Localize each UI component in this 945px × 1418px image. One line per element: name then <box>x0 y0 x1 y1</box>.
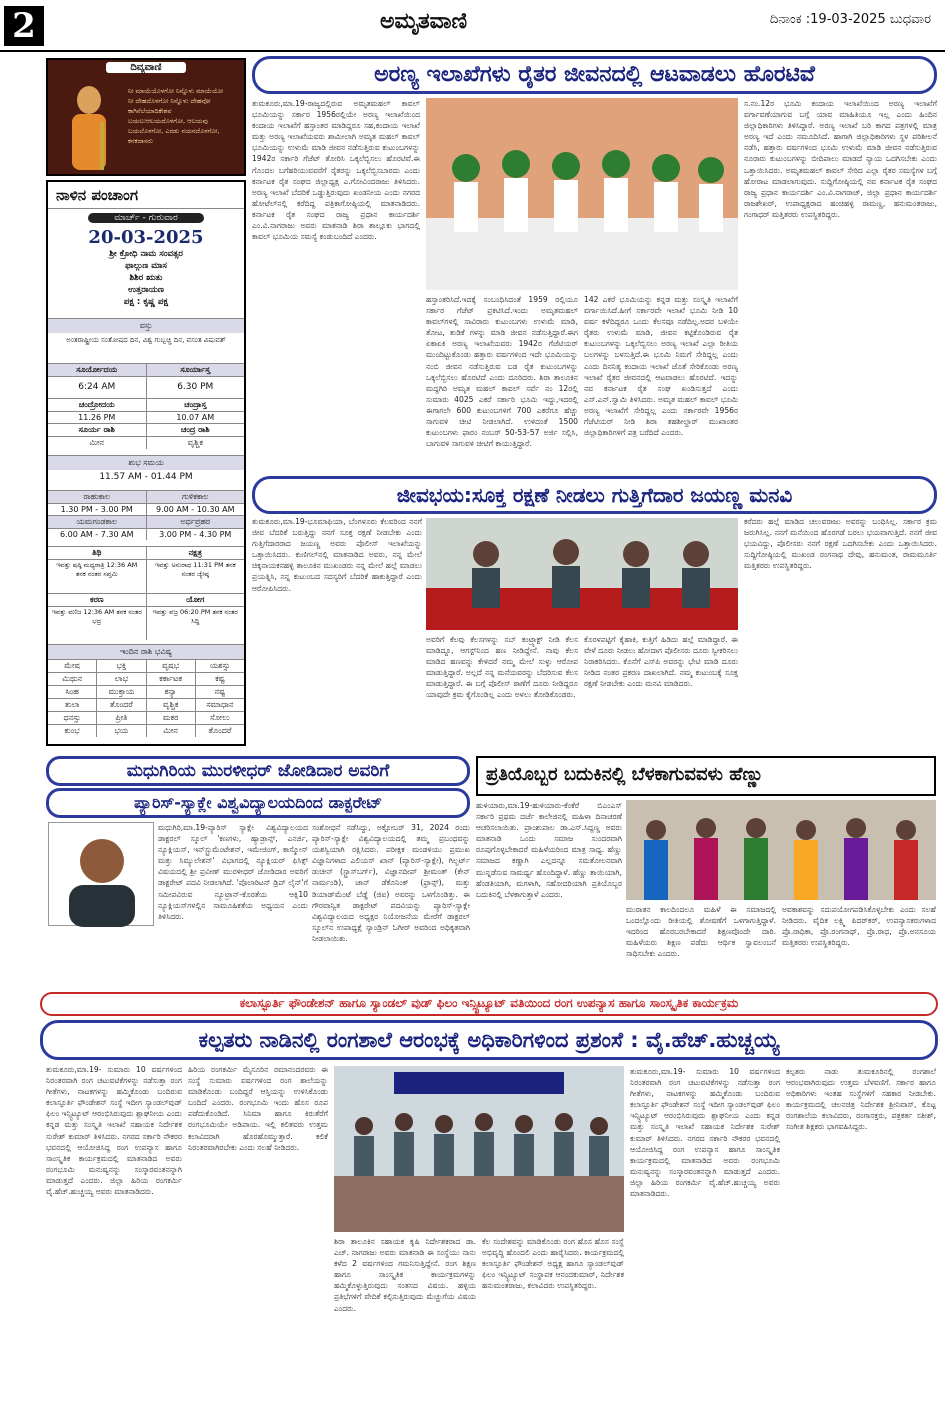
rashi-sign: ಧನಸ್ಸು <box>48 712 97 724</box>
chandra-rashi-label: ಚಂದ್ರ ರಾಶಿ <box>180 425 210 434</box>
story2-headline: ಜೀವಭಯ:ಸೂಕ್ತ ರಕ್ಷಣೆ ನೀಡಲು ಗುತ್ತಿಗೆದಾರ ಜಯಣ್ಣ ಮನವಿ <box>252 476 937 514</box>
story5-col2: ಹಿರಿಯ ರಂಗಕರ್ಮಿ ಮೈಸೂರಿನ ರಮಾನಂದರವರು ಈ ಸಂಸ್ಥೆ ಸುಮಾರು ವರ್ಷಗಳಿಂದ ರಂಗ ಶಾಲೆಯನ್ನು ಮಾಡಿಕೊಂಡು ಬಂದಿದ್ದರೆ ಆಸ್ತಿಯನ್ನು ಉಳಿಸಿಕೊಂಡು ಬಂದಿದೆ ಎಂದರು. ರಂಗಭೂಮಿ ಇಂದು ಹೊಸ ರೂಪ ಪಡೆದುಕೊಂಡಿದೆ. ಸಿನಿಮಾ ಹಾಗೂ ಕಿರುತೆರೆಗೆ ರಂಗಭೂಮಿಯೇ ಅಡಿಪಾಯ. ಇಲ್ಲಿ ಕಲಿತವರು ಉತ್ತಮ ಕಲಾವಿದರಾಗಿ ಹೊರಹೊಮ್ಮುತ್ತಾರೆ. ಕಲಿಕೆ ನಿರಂತರವಾಗಿರಬೇಕು ಎಂದು ಸಲಹೆ ನೀಡಿದರು. <box>188 1065 328 1152</box>
story1-photo <box>426 98 738 290</box>
karana-label: ಕರಣ <box>48 594 147 606</box>
tithi-label: ತಿಥಿ <box>48 547 147 559</box>
story3-headline-line1: ಮಧುಗಿರಿಯ ಮುರಳೀಧರ್ ಜೋಡಿದಾರ ಅವರಿಗೆ <box>46 756 470 786</box>
moonrise-label: ಚಂದ್ರೋದಯ <box>48 399 147 411</box>
surya-rashi-value: ಮೀನ <box>48 437 147 449</box>
divyavani-box <box>46 58 246 176</box>
rashi-sign: ಮಿಥುನ <box>48 673 97 685</box>
yoga-value: ಇವತ್ತು ವಜ್ರ 06:20 PM ತನಕ ನಂತರ ಸಿದ್ಧಿ <box>152 608 238 625</box>
rashi-sign: ವೃಷಭ <box>147 660 196 672</box>
ardha-label: ಅರ್ಧಪ್ರಹರ <box>180 517 211 526</box>
rashi-row <box>48 685 244 698</box>
story3-portrait <box>48 822 154 926</box>
story5-photo <box>334 1066 624 1232</box>
story4-col3: ಅವಕಾಶವನ್ನು ಸದುಪಯೋಗಪಡಿಸಿಕೊಳ್ಳಬೇಕು ಎಂದು ಸಲಹೆ ನೀಡಿದರು. ವೈದಿಕ ಲಕ್ಷ್ಮಿ ಪಿದರ್‌ಕರ್, ಉಪನ್ಯಾಸಕರುಗಳಾದ ಪ್ರೊ.ರಾಧಿಕಾ, ಪ್ರೊ.ರಂಗನಾಥ್, ಪ್ರೊ.ರಾಧ, ಪ್ರೊ.ಅನಸೂಯ ಮತ್ತಿತರರು ಉಪಸ್ಥಿತರಿದ್ದರು. <box>782 905 936 948</box>
rashi-row <box>48 724 244 737</box>
rashi-sign: ಮಕರ <box>147 712 196 724</box>
story5-col3: ಶಿರಾ ತಾಲೂಕಿನ ಸಹಾಯಕ ಕೃಷಿ ನಿರ್ದೇಶಕರಾದ ಡಾ. ಎಚ್. ನಾಗರಾಜು ಅವರು ಮಾತನಾಡಿ ಈ ಸಂಸ್ಥೆಯು ನಾನು ಕಳೆದ 2 ವರ್ಷಗಳಿಂದ ಗಮನಿಸುತ್ತಿದ್ದೇನೆ. ರಂಗ ಶಿಕ್ಷಣ ಹಾಗೂ ಸಾಂಸ್ಕೃತಿಕ ಕಾರ್ಯಕ್ರಮಗಳನ್ನು ಹಮ್ಮಿಕೊಳ್ಳುತ್ತಿರುವುದು ಸಂತಸದ ವಿಷಯ. ಹಳ್ಳಿಯ ಪ್ರತಿಭೆಗಳಿಗೆ ವೇದಿಕೆ ಕಲ್ಪಿಸುತ್ತಿರುವುದು ಮೆಚ್ಚುಗೆಯ ವಿಷಯ ಎಂದರು. <box>334 1237 476 1313</box>
ardha-value: 3.00 PM - 4.30 PM <box>159 530 232 539</box>
vastu-title: ವಸ್ತು <box>48 318 244 333</box>
rashi-sign: ಕುಂಭ <box>48 725 97 737</box>
saint-illustration <box>54 82 124 172</box>
samvatsara: ಶ್ರೀ ಕ್ರೋಧಿ ನಾಮ ಸಂವತ್ಸರ <box>109 249 183 259</box>
rashi-prediction: ಪ್ರೀತಿ <box>97 712 146 724</box>
guli-value: 9.00 AM - 10.30 AM <box>155 505 235 514</box>
rashi-title: ಇಂದಿನ ರಾಶಿ ಭವಿಷ್ಯ <box>48 644 244 659</box>
story2-col1: ತುಮಕೂರು,ಮಾ.19-ಭೂಮಾಫಿಯಾ, ಬೆಂಗಳೂರು ಕೆಲವರಿಂದ ನನಗೆ ಜೀವ ಬೆದರಿಕೆ ಬರುತ್ತಿದ್ದು ನನಗೆ ಸೂಕ್ತ ರಕ್ಷಣೆ ನೀಡಬೇಕು ಎಂದು ಗುತ್ತಿಗೆದಾರರಾದ ಜಯಣ್ಣ ಅವರು ಪೊಲೀಸ್ ಇಲಾಖೆಯನ್ನು ಒತ್ತಾಯಿಸಿದರು. ಕುಣಿಗಲ್‌ನಲ್ಲಿ ಮಾತನಾಡಿದ ಅವರು, ನನ್ನ ಮೇಲೆ ಚಿಕ್ಕನಾಯಕನಹಳ್ಳಿ ತಾಲೂಕಿನ ಮುಖಂಡರು ನನ್ನ ಮೇಲೆ ಹಲ್ಲೆ ಮಾಡಲು ಪ್ರಯತ್ನಿಸಿ, ನನ್ನ ಕುಟುಂಬದ ಸದಸ್ಯರಿಗೆ ಬೆದರಿಕೆ ಹಾಕುತ್ತಿದ್ದಾರೆ ಎಂದು ಆರೋಪಿಸಿದರು. <box>252 517 422 593</box>
story2-col3: ಕೊರಳಪಟ್ಟಿಗೆ ಕೈಹಾಕಿ, ಕುತ್ತಿಗೆ ಹಿಡಿದು ಹಲ್ಲೆ ಮಾಡಿದ್ದಾರೆ. ಈ ವೇಳೆ ದೂರು ನೀಡಲು ಹೋದಾಗ ಪೊಲೀಸರು ದೂರು ಸ್ವೀಕರಿಸಲು ನಿರಾಕರಿಸಿದರು. ಕೊನೆಗೆ ಎಸ್‌ಪಿ ಅವರನ್ನು ಭೇಟಿ ಮಾಡಿ ದೂರು ನೀಡಿದ ನಂತರ ಪ್ರಕರಣ ದಾಖಲಾಗಿದೆ. ನಮ್ಮ ಕುಟುಂಬಕ್ಕೆ ಸೂಕ್ತ ರಕ್ಷಣೆ ನೀಡಬೇಕು ಎಂದು ಮನವಿ ಮಾಡಿದರು. <box>584 635 738 689</box>
divyavani-quote: ನೀ ಮಾಯೆಯೊಳಗೋ ನಿನ್ನೊಳು ಮಾಯೆಯೋ ನೀ ದೇಹದೊಳಗೋ ನಿನ್ನೊಳು ದೇಹವೋ ಕಾಗಿನೆಲೆಯಾದಿಕೇಶವ ಬಯಲುಆಲಯದೊಳಗೋ, ಆಲಯವು ಬಯಲೊಳಗೋ, ಎರಡು ನಯನದೊಳಗೋ, ಕನಕದಾಸರು <box>128 87 224 145</box>
story1-col3: 142 ಎಕರೆ ಭೂಮಿಯನ್ನು ಕನ್ನಡ ಮತ್ತು ಸಂಸ್ಕೃತಿ ಇಲಾಖೆಗೆ ವರ್ಗಾಯಿಸಿದೆ.ಹೀಗೆ ಸರ್ಕಾರವೇ ಇಲಾಖೆ ಭೂಮಿ ನೀಡಿ 10 ವರ್ಷ ಕಳೆದಿದ್ದರೂ ಒಂದು ಕೆಲಸವೂ ನಡೆದಿಲ್ಲ.ಅದರ ಬಳಿಯೇ ರೈತರು ಉಳುಮೆ ಮಾಡಿ, ಜೀವನ ಕಟ್ಟಿಕೊಂಡಿರುವ ರೈತ ಕುಟುಂಬಗಳನ್ನು ಒಕ್ಕಲೆಬ್ಬಿಸಲು ಅರಣ್ಯ ಇಲಾಖೆ ಎಲ್ಲಾ ರೀತಿಯ ಬಲಗಳನ್ನು ಬಳಸುತ್ತಿದೆ.ಈ ಭೂಮಿ ನಿಮಗೆ ಸೇರಿದ್ದಲ್ಲ ಎಂದು ಎಂದು ದಿನನಿತ್ಯ ಕಂದಾಯ ಇಲಾಖೆ ಜೊತೆ ಸೇರಿಕೊಂಡು ಅರಣ್ಯ ಇಲಾಖೆ ರೈತರ ಜೀವನದಲ್ಲಿ ಆಟವಾಡಲು ಹೊರಟಿದೆ. ಇದನ್ನು ನವ ಕರ್ನಾಟಕ ರೈತ ಸಂಘ ಖಂಡಿಸುತ್ತದೆ ಎಂದು ಎಸ್.ಎನ್.ಸ್ವಾಮಿ ತಿಳಿಸಿದರು. ಅಮೃತ ಮಹಲ್ ಕಾವಲ್ ಭೂಮಿ ಅರಣ್ಯ ಇಲಾಖೆಗೆ ಸೇರಿದ್ದಲ್ಲ ಎಂದು ಸರ್ಕಾರವೇ 1956ರ ಗೆಜೆಟಿಯರ್ ನೀಡಿ ಶಿರಾ ತಹಶೀಲ್ದಾರ್ ಮುಖಾಂತರ ಜಿಲ್ಲಾಧಿಕಾರಿಗಳಿಗೆ ಪತ್ರ ಬರೆದಿದೆ ಎಂದರು. <box>584 295 738 438</box>
chandra-rashi-value: ವೃಶ್ಚಿಕ <box>187 438 203 447</box>
rashi-prediction: ಮುಕ್ತಾಯ <box>97 686 146 698</box>
sunrise-label: ಸೂರ್ಯೋದಯ <box>48 364 147 376</box>
story4-headline: ಪ್ರತಿಯೊಬ್ಬರ ಬದುಕಿನಲ್ಲಿ ಬೆಳಕಾಗುವವಳು ಹೆಣ್ಣು <box>476 756 936 796</box>
rashi-sign: ಕನ್ಯಾ <box>147 686 196 698</box>
yama-value: 6.00 AM - 7.30 AM <box>48 529 147 540</box>
sunset-label: ಸೂರ್ಯಾಸ್ತ <box>180 365 211 374</box>
panchanga-box <box>46 180 246 746</box>
yoga-label: ಯೋಗ <box>186 595 205 604</box>
moonset-label: ಚಂದ್ರಾಸ್ತ <box>184 400 207 409</box>
story5-headline: ಕಲ್ಪತರು ನಾಡಿನಲ್ಲಿ ರಂಗಶಾಲೆ ಆರಂಭಕ್ಕೆ ಅಧಿಕಾರಿಗಳಿಂದ ಪ್ರಶಂಸೆ : ವೈ.ಹೆಚ್.ಹುಚ್ಚಯ್ಯ <box>40 1020 938 1060</box>
nakshatra-label: ನಕ್ಷತ್ರ <box>188 548 202 557</box>
story5-col5: ತುಮಕೂರು,ಮಾ.19- ಸುಮಾರು 10 ವರ್ಷಗಳಿಂದ ನಿರಂತರವಾಗಿ ರಂಗ ಚಟುವಟಿಕೆಗಳನ್ನು ನಡೆಸುತ್ತಾ ರಂಗ ಗೀತೆಗಳು, ನಾಟಕಗಳನ್ನು ಹಮ್ಮಿಕೊಂಡು ಬಂದಿರುವ ಕಲಾಸ್ಫೂರ್ತಿ ಫೌಂಡೇಶನ್ ಸಂಸ್ಥೆ ಇದೀಗ ಸ್ಯಾಂಡಲ್‌ವುಡ್ ಫಿಲಂ ಇನ್ಸ್ಟಿಟ್ಯೂಟ್ ಆರಂಭಿಸಿರುವುದು ಶ್ಲಾಘನೀಯ ಎಂದು ಕನ್ನಡ ಮತ್ತು ಸಂಸ್ಕೃತಿ ಇಲಾಖೆ ಸಹಾಯಕ ನಿರ್ದೇಶಕ ಸುರೇಶ್ ಕುಮಾರ್ ತಿಳಿಸಿದರು. ನಗರದ ಸರ್ಕಾರಿ ನೌಕರರ ಭವನದಲ್ಲಿ ಆಯೋಜಿಸಿದ್ದ ರಂಗ ಉಪನ್ಯಾಸ ಹಾಗೂ ಸಾಂಸ್ಕೃತಿಕ ಕಾರ್ಯಕ್ರಮದಲ್ಲಿ ಮಾತನಾಡಿದ ಅವರು ರಂಗಭೂಮಿ ಮನುಷ್ಯನನ್ನು ಸಂಸ್ಕಾರವಂತನನ್ನಾಗಿ ಮಾಡುತ್ತದೆ ಎಂದರು. ಜಿಲ್ಲಾ ಹಿರಿಯ ರಂಗಕರ್ಮಿ ವೈ.ಹೆಚ್.ಹುಚ್ಚಯ್ಯ ಅವರು ಮಾತನಾಡಿದರು. <box>630 1067 780 1199</box>
surya-rashi-label: ಸೂರ್ಯ ರಾಶಿ <box>48 424 147 436</box>
sunset-value: 6.30 PM <box>177 382 214 392</box>
rashi-prediction: ನಷ್ಟ <box>214 687 226 696</box>
rashi-prediction: ಭಯ <box>97 725 146 737</box>
story1-col1: ತುಮಕೂರು,ಮಾ.19-ರಾಜ್ಯದಲ್ಲಿರುವ ಅಮೃತಮಹಲ್ ಕಾವಲ್ ಭೂಮಿಯನ್ನು ಸರ್ಕಾರ 1956ರಲ್ಲಿಯೇ ಅರಣ್ಯ ಇಲಾಖೆಯಿಂದ ಕಂದಾಯ ಇಲಾಖೆಗೆ ಹಸ್ತಾಂತರ ಮಾಡಿದ್ದರೂ ಸಹ,ಕಂದಾಯ ಇಲಾಖೆ ಮತ್ತು ಅರಣ್ಯ ಇಲಾಖೆಯವರು ಶಾಮೀಲಾಗಿ ಅಮೃತ ಮಹಲ್ ಕಾವಲ್ ಭೂಮಿಯನ್ನು ಉಳುಮೆ ಮಾಡಿ ಜೀವನ ನಡೆಸುತ್ತಿರುವ ಕುಟುಂಬಗಳನ್ನು 1942ರ ಸರ್ಕಾರಿ ಗೆಜೆಟ್ ತೋರಿಸಿ ಒಕ್ಕಲೆಬ್ಬಿಸಲು ಹೊರಟಿವೆ.ಈ ಗೊಂದಲ ಬಗೆಹರಿಯುವವರೆಗೆ ರೈತರನ್ನು ಒಕ್ಕಲೆಬ್ಬಿಸಬಾರದು ಎಂದು ಕರ್ನಾಟಕ ರೈತ ಸಂಘದ ಜಿಲ್ಲಾಧ್ಯಕ್ಷ ಎ.ಗೋವಿಂದರಾಜು ತಿಳಿಸಿದರು. ಅರಣ್ಯ ಇಲಾಖೆ ಬೆದರಿಕೆ ಒಡ್ಡುತ್ತಿರುವುದು ಖಂಡನೀಯ ಎಂದು ನಗರದ ಹೋಟೆಲ್‌ನಲ್ಲಿ ಕರೆದಿದ್ದ ಪತ್ರಿಕಾಗೋಷ್ಠಿಯಲ್ಲಿ ಮಾತನಾಡಿದರು. ಕರ್ನಾಟಕ ರೈತ ಸಂಘದ ರಾಜ್ಯ ಪ್ರಧಾನ ಕಾರ್ಯದರ್ಶಿ ಎಂ.ವಿ.ನಾಗರಾಜು ಅವರು ಮಾತನಾಡಿ ಶಿರಾ ತಾಲ್ಲೂಕು ಭಾಗದಲ್ಲಿ ಕಾವಲ್ ಭೂಮಿಯ ಸಮಸ್ಯೆ ಕಂಡುಬಂದಿದೆ ಎಂದರು. <box>252 99 420 242</box>
page-number: 2 <box>4 6 44 46</box>
ayana: ಉತ್ತರಾಯಣ <box>128 285 164 295</box>
rashi-sign: ತುಲಾ <box>48 699 97 711</box>
story4-photo <box>626 800 936 900</box>
guli-label: ಗುಳಿಕಕಾಲ <box>182 492 209 501</box>
nakshatra-value: ಇವತ್ತು ಅನುರಾಧ 11:31 PM ತನಕ ನಂತರ ಜ್ಯೇಷ್ಠ <box>154 561 236 578</box>
rahu-label: ರಾಹುಕಾಲ <box>48 491 147 503</box>
divyavani-title: ದಿವ್ಯವಾಣಿ <box>106 62 186 73</box>
story2-col2: ಅವರಿಗೆ ಕೆಲವು ಕೆಲಸಗಳನ್ನು ಸಬ್ ಕಂಟ್ರ್ಯಾಕ್ಟ್ ನೀಡಿ ಕೆಲಸ ಮಾಡಿದ್ದೂ, ಆಗಸ್ಟ್‌ನಿಂದ ಹಣ ನೀಡಿದ್ದೇನೆ. ನಾವು ಕೆಲಸ ಮಾಡಿದ ಹಣವನ್ನು ಕೇಳಿದರೆ ನಮ್ಮ ಮೇಲೆ ಸುಳ್ಳು ಆರೋಪ ಮಾಡುತ್ತಿದ್ದಾರೆ. ಅಲ್ಲದೆ ನನ್ನ ಮನೆಯವರನ್ನು ಬೆದರಿಸುವ ಕೆಲಸ ಮಾಡುತ್ತಿದ್ದಾರೆ. ಈ ಬಗ್ಗೆ ಪೊಲೀಸ್ ಠಾಣೆಗೆ ದೂರು ನೀಡಿದ್ದರೂ ಯಾವುದೇ ಕ್ರಮ ಕೈಗೊಂಡಿಲ್ಲ ಎಂದು ಅಳಲು ತೋಡಿಕೊಂಡರು. <box>426 635 578 700</box>
rahu-value: 1.30 PM - 3.00 PM <box>48 504 147 515</box>
rashi-prediction: ಯಶಸ್ಸು <box>209 661 231 670</box>
rashi-row <box>48 672 244 685</box>
story5-col1: ತುಮಕೂರು,ಮಾ.19- ಸುಮಾರು 10 ವರ್ಷಗಳಿಂದ ನಿರಂತರವಾಗಿ ರಂಗ ಚಟುವಟಿಕೆಗಳನ್ನು ನಡೆಸುತ್ತಾ ರಂಗ ಗೀತೆಗಳು, ನಾಟಕಗಳನ್ನು ಹಮ್ಮಿಕೊಂಡು ಬಂದಿರುವ ಕಲಾಸ್ಫೂರ್ತಿ ಫೌಂಡೇಶನ್ ಸಂಸ್ಥೆ ಇದೀಗ ಸ್ಯಾಂಡಲ್‌ವುಡ್ ಫಿಲಂ ಇನ್ಸ್ಟಿಟ್ಯೂಟ್ ಆರಂಭಿಸಿರುವುದು ಶ್ಲಾಘನೀಯ ಎಂದು ಕನ್ನಡ ಮತ್ತು ಸಂಸ್ಕೃತಿ ಇಲಾಖೆ ಸಹಾಯಕ ನಿರ್ದೇಶಕ ಸುರೇಶ್ ಕುಮಾರ್ ತಿಳಿಸಿದರು. ನಗರದ ಸರ್ಕಾರಿ ನೌಕರರ ಭವನದಲ್ಲಿ ಆಯೋಜಿಸಿದ್ದ ರಂಗ ಉಪನ್ಯಾಸ ಹಾಗೂ ಸಾಂಸ್ಕೃತಿಕ ಕಾರ್ಯಕ್ರಮದಲ್ಲಿ ಮಾತನಾಡಿದ ಅವರು ರಂಗಭೂಮಿ ಮನುಷ್ಯನನ್ನು ಸಂಸ್ಕಾರವಂತನನ್ನಾಗಿ ಮಾಡುತ್ತದೆ ಎಂದರು. ಜಿಲ್ಲಾ ಹಿರಿಯ ರಂಗಕರ್ಮಿ ವೈ.ಹೆಚ್.ಹುಚ್ಚಯ್ಯ ಅವರು ಮಾತನಾಡಿದರು. <box>46 1065 182 1197</box>
story2-photo <box>426 518 738 630</box>
story1-headline: ಅರಣ್ಯ ಇಲಾಖೆಗಳು ರೈತರ ಜೀವನದಲ್ಲಿ ಆಟವಾಡಲು ಹೊರಟಿವೆ <box>252 56 937 94</box>
story2-col4: ಕರೆದರು ಹಲ್ಲೆ ಮಾಡಿದ ಚಲುವರಾಜು ಅವರನ್ನು ಬಂಧಿಸಿಲ್ಲ. ಸರ್ಕಾರ ಕ್ರಮ ಜರುಗಿಸಿಲ್ಲ. ನನಗೆ ಮನೆಯಿಂದ ಹೊರಗಡೆ ಬರಲು ಭಯವಾಗುತ್ತಿದೆ. ನನಗೆ ಜೀವ ಭಯವಿದ್ದು, ಪೊಲೀಸರು ನನಗೆ ರಕ್ಷಣೆ ಒದಗಿಸಬೇಕು ಎಂದು ಒತ್ತಾಯಿಸಿದರು. ಸುದ್ದಿಗೋಷ್ಠಿಯಲ್ಲಿ ಮುಖಂಡ ರಂಗನಾಥ ದೇವು, ಹನುಮಂತ, ರಾಮಮೂರ್ತಿ ಮತ್ತಿತರರು ಉಪಸ್ಥಿತರಿದ್ದರು. <box>744 517 937 571</box>
panchanga-title: ನಾಳಿನ ಪಂಚಾಂಗ <box>48 182 244 209</box>
rashi-sign: ಕರ್ಕಾಟಕ <box>147 673 196 685</box>
rashi-sign: ವೃಶ್ಚಿಕ <box>147 699 196 711</box>
vastu-text: ಅಂತರಾಷ್ಟ್ರೀಯ ಸಂತೋಷದ ದಿನ, ವಿಶ್ವ ಗುಬ್ಬಚ್ಚಿ ದಿನ, ವಸಂತ ವಿಷುವತ್ <box>66 336 226 344</box>
rashi-prediction: ಸಮಾಧಾನ <box>206 700 234 709</box>
rashi-prediction: ಭಕ್ತಿ <box>97 660 146 672</box>
rashi-sign: ಸಿಂಹ <box>48 686 97 698</box>
story5-col6: ಕಲ್ಪತರು ನಾಡು ತುಮಕೂರಿನಲ್ಲಿ ರಂಗಶಾಲೆ ಆರಂಭವಾಗಿರುವುದು ಉತ್ತಮ ಬೆಳವಣಿಗೆ. ಸರ್ಕಾರ ಹಾಗೂ ಅಧಿಕಾರಿಗಳು ಇಂತಹ ಸಂಸ್ಥೆಗಳಿಗೆ ಸಹಕಾರ ನೀಡಬೇಕು. ಕಾರ್ಯಕ್ರಮದಲ್ಲಿ ಚಲನಚಿತ್ರ ನಿರ್ದೇಶಕ ಶ್ರೀನಿವಾಸ್, ಕೊಟ್ಟ ರಂಗಶಾಲೆಯ ಕಲಾವಿದರು, ರಂಗಾಸಕ್ತರು, ಪತ್ರಕರ್ತ ಸತೀಶ್, ಸಂಗೀತ ಶಿಕ್ಷಕರು ಭಾಗವಹಿಸಿದ್ದರು. <box>786 1067 936 1132</box>
ritu: ಶಿಶಿರ ಋತು <box>129 273 163 283</box>
masa: ಫಾಲ್ಗುಣ ಮಾಸ <box>125 261 167 271</box>
story3-col1: ಮಧುಗಿರಿ,ಮಾ.19-ಪ್ಯಾರಿಸ್ ಸ್ಯಾಕ್ಲೇ ವಿಶ್ವವಿದ್ಯಾಲಯದ ಡಾಕ್ಟರಲ್ ಸ್ಕೂಲ್ 'ಕಣಗಳು, ಹ್ಯಾಡ್ರಾನ್ಸ್, ಎನರ್ಜಿ, ನ್ಯೂಕ್ಲಿಯಸ್, ಇನ್‌ಸ್ಟ್ರುಮೆಂಟೇಶನ್, ಇಮೇಜಿಂಗ್, ಕಾಸ್ಮೋಸ್ ಮತ್ತು ಸಿಮ್ಯುಲೇಶನ್' ವಿಭಾಗದಲ್ಲಿ ನ್ಯೂಕ್ಲಿಯರ್ ಫಿಸಿಕ್ಸ್ ವಿಷಯದಲ್ಲಿ ಶ್ರೀ ಪ್ರವೀಣ್ ಮುರಳೀಧರ್ ಜೋಡಿದಾರ ಅವರಿಗೆ ಡಾಕ್ಟರೇಟ್ ಪದವಿ ನೀಡಲಾಗಿದೆ. 'ಪೊಲಾರಿಟನ್ ಡ್ರಿಪ್ ಲೈನ್'ಗೆ ಸಮೀಪವಿರುವ ನ್ಯೂಟ್ರಾನ್-ಕೊರತೆಯ ಆಕ್ಸಿ10 ನ್ಯೂಕ್ಲಿಯಸ್‌ಗಳಲ್ಲಿನ ಸಾಮೂಹಿಕತೆಯ ಅಧ್ಯಯನ ಎಂದು ತಿಳಿಸಿದರು. <box>158 823 308 921</box>
rashi-grid <box>48 659 244 737</box>
moonset-value: 10.07 AM <box>176 413 215 422</box>
rashi-sign: ಮೀನ <box>147 725 196 737</box>
story3-headline-line2: ಪ್ಯಾರಿಸ್-ಸ್ಯಾಕ್ಲೇ ವಿಶ್ವವಿದ್ಯಾಲಯದಿಂದ ಡಾಕ್ಟರೇಟ್ <box>46 788 470 818</box>
rashi-row <box>48 659 244 672</box>
shubha-label: ಶುಭ ಸಮಯ <box>48 455 244 470</box>
rashi-prediction: ಸೋಲು <box>210 713 230 722</box>
rashi-sign: ಮೇಷ <box>48 660 97 672</box>
sunrise-value: 6:24 AM <box>48 377 147 398</box>
story4-col2: ಮುರಾತನ ಕಾಲದಿಂದಲೂ ಮಹಿಳೆ ಈ ಸಮಾಜದಲ್ಲಿ ಒಂದಲ್ಲೊಂದು ರೀತಿಯಲ್ಲಿ ಶೋಷಣೆಗೆ ಒಳಗಾಗುತ್ತಿದ್ದಾಳೆ. ಇದರಿಂದ ಹೊರಬರಬೇಕಾದರೆ ಶಿಕ್ಷಣವೊಂದೇ ದಾರಿ. ಮಹಿಳೆಯರು ಶಿಕ್ಷಣ ಪಡೆದು ಆರ್ಥಿಕ ಸ್ವಾವಲಂಬನೆ ಸಾಧಿಸಬೇಕು ಎಂದರು. <box>626 905 776 959</box>
story5-banner: ಕಲಾಸ್ಫೂರ್ತಿ ಫೌಂಡೇಶನ್ ಹಾಗೂ ಸ್ಯಾಂಡಲ್ ವುಡ್ ಫಿಲಂ ಇನ್ಸ್ಟಿಟ್ಯೂಟ್ ವತಿಯಿಂದ ರಂಗ ಉಪನ್ಯಾಸ ಹಾಗೂ ಸಾಂಸ್ಕೃತಿಕ ಕಾರ್ಯಕ್ರಮ <box>40 992 938 1016</box>
rashi-prediction: ತೊಂದರೆ <box>97 699 146 711</box>
paksha: ಪಕ್ಷ : ಕೃಷ್ಣ ಪಕ್ಷ <box>123 297 169 307</box>
rashi-row <box>48 711 244 724</box>
masthead: ಅಮೃತವಾಣಿ <box>380 8 468 34</box>
rashi-row <box>48 698 244 711</box>
rashi-prediction: ಕಷ್ಟ <box>215 674 225 683</box>
panchanga-date: 20-03-2025 <box>88 227 204 248</box>
story4-col1: ಹುಳಿಯಾರು,ಮಾ.19-ಹುಳಿಯಾರು-ಕೆಂಕೆರೆ ಬಿಎಂಎಸ್ ಸರ್ಕಾರಿ ಪ್ರಥಮ ದರ್ಜೆ ಕಾಲೇಜಿನಲ್ಲಿ ಮಹಿಳಾ ದಿನಾಚರಣೆ ಆಚರಿಸಲಾಯಿತು. ಪ್ರಾಂಶುಪಾಲ ಡಾ.ಎಸ್.ಸಿದ್ದಣ್ಣ ಅವರು ಮಾತನಾಡಿ ಒಂದು ಸಮಾಜ ಸುಂದರವಾಗಿ ರೂಪುಗೊಳ್ಳಬೇಕಾದರೆ ಮಹಿಳೆಯರಿಂದ ಮಾತ್ರ ಸಾಧ್ಯ. ಹೆಣ್ಣು ಸಮಾಜದ ಕಣ್ಣಾಗಿ ಎಲ್ಲದನ್ನೂ ಸಮತೋಲನವಾಗಿ ಮುನ್ನಡೆಸುವ ಸಾಮರ್ಥ್ಯ ಹೊಂದಿದ್ದಾಳೆ. ಹೆಣ್ಣು ತಾಯಿಯಾಗಿ, ಹೆಂಡತಿಯಾಗಿ, ಮಗಳಾಗಿ, ಸಹೋದರಿಯಾಗಿ ಪ್ರತಿಯೊಬ್ಬರ ಬದುಕಿನಲ್ಲಿ ಬೆಳಕಾಗುತ್ತಾಳೆ ಎಂದರು. <box>476 801 622 899</box>
rashi-prediction: ತೊಂದರೆ <box>208 726 232 735</box>
tithi-value: ಇವತ್ತು ಷಷ್ಠಿ ಮಧ್ಯರಾತ್ರಿ 12:36 AM ತನಕ ನಂತರ ಸಪ್ತಮಿ <box>48 560 147 593</box>
panchanga-month: ಮಾರ್ಚ್ - ಗುರುವಾರ <box>88 213 204 223</box>
moonrise-value: 11.26 PM <box>48 412 147 423</box>
shubha-value: 11.57 AM - 01.44 PM <box>99 472 193 482</box>
story3-col2: ಸಂಶೋಧನೆ ನಡೆಸಿದ್ದು, ಅಕ್ಟೋಬರ್ 31, 2024 ರಂದು ಪ್ಯಾರಿಸ್-ಸ್ಯಾಕ್ಲೇ ವಿಶ್ವವಿದ್ಯಾಲಯದಲ್ಲಿ ತಮ್ಮ ಪ್ರಬಂಧವನ್ನು ಯಶಸ್ವಿಯಾಗಿ ರಕ್ಷಿಸಿದರು. ಪರೀಕ್ಷಕ ಮಂಡಳಿಯು ಪ್ರಮುಖ ವಿಜ್ಞಾನಿಗಳಾದ ಎಲಿಯಸ್ ಖಾನ್ (ಪ್ಯಾರಿಸ್-ಸ್ಯಾಕ್ಲೇ), ಗಿಲ್ಬರ್ಟ್ ಡುಚೀನ್ (ಸ್ಟ್ರಾಸ್‌ಬರ್ಗ್), ವಿಜ್ಞಾನದೀಪ್ ಶ್ರೀಮಂತ್ (ಕೇನ್ ನಾರ್ಮಂಡಿ), ಜಾನ್ ಡೆಕೊನಿಂಕ್ (ಫ್ರಾನ್ಸ್), ಮತ್ತು ಡಿಯಾಡ್‌ಮೆಂಟೆ ಬೆಡ್ಡೆ (ಜಿಐ) ಅವರನ್ನು ಒಳಗೊಂಡಿತ್ತು. ಈ ಗೌರವಾನ್ವಿತ ಡಾಕ್ಟರೇಟ್ ಪದವಿಯನ್ನು ಪ್ಯಾರಿಸ್-ಸ್ಯಾಕ್ಲೇ ವಿಶ್ವವಿದ್ಯಾಲಯದ ಅಧ್ಯಕ್ಷರ ನಿಯೋಜನೆಯ ಮೇರೆಗೆ ಡಾಕ್ಟರಲ್ ಸ್ಕೂಲ್‌ನ ಉಪಾಧ್ಯಕ್ಷೆ ಸ್ಯಾಂಡ್ರಿನ್ ಓಗೀರ್ ಅವರಿಂದ ಅಧಿಕೃತವಾಗಿ ನೀಡಲಾಯಿತು. <box>312 823 470 943</box>
issue-date: ದಿನಾಂಕ :19-03-2025 ಬುಧವಾರ <box>769 12 931 27</box>
story1-col4: ಸ.ನಂ.12ರ ಭೂಮಿ ಕಂದಾಯ ಇಲಾಖೆಯಿಂದ ಅರಣ್ಯ ಇಲಾಖೆಗೆ ವರ್ಗಾವಣೆಯಾಗುವ ಬಗ್ಗೆ ಯಾವ ಮಾಹಿತಿಯೂ ಇಲ್ಲ ಎಂದು ಹಿಂದಿನ ಜಿಲ್ಲಾಧಿಕಾರಿಗಳು ತಿಳಿಸಿದ್ದಾರೆ. ಅರಣ್ಯ ಇಲಾಖೆ ಬರಿ ಕಾಗದ ಪತ್ರಗಳಲ್ಲಿ ಮಾತ್ರ ಅರಣ್ಯ ಇದೆ ಎಂದು ನಮೂದಿಸಿದೆ. ಹಾಗಾಗಿ ಜಿಲ್ಲಾಧಿಕಾರಿಗಳು ಸ್ಥಳ ಪರಿಶೀಲನೆ ನಡೆಸಿ, ಹತ್ತಾರು ವರ್ಷಗಳಿಂದ ಭೂಮಿ ಉಳುಮೆ ಮಾಡಿ ಜೀವನ ನಡೆಸುತ್ತಿರುವ ನೂರಾರು ಕುಟುಂಬಗಳನ್ನು ಬೀದಿಪಾಲು ಮಾಡದೆ ನ್ಯಾಯ ಒದಗಿಸಬೇಕು ಎಂದು ಒತ್ತಾಯಿಸಿದರು. ಅಮೃತಮಹಲ್ ಕಾವಲ್ ಸೇರಿದ ಎಲ್ಲಾ ರೈತರ ಸಮಸ್ಯೆಗಳ ಬಗ್ಗೆ ಹೋರಾಟ ಮಾಡಲಾಗುವುದು. ಸುದ್ದಿಗೋಷ್ಠಿಯಲ್ಲಿ ನವ ಕರ್ನಾಟಕ ರೈತ ಸಂಘದ ರಾಜ್ಯ ಪ್ರಧಾನ ಕಾರ್ಯದರ್ಶಿ ಎಂ.ವಿ.ನಾಗರಾಜ್, ಜಿಲ್ಲಾ ಪ್ರಧಾನ ಕಾರ್ಯದರ್ಶಿ ರಾಜಶೇಖರ್, ಉಪಾಧ್ಯಕ್ಷರಾದ ಹಂಚಿಹಳ್ಳಿ ರಾಮಣ್ಣ, ಹನುಮಂತರಾಜು, ಗಂಗಾಧರ್ ಮತ್ತಿತರರು ಉಪಸ್ಥಿತರಿದ್ದರು. <box>744 99 937 219</box>
story5-col4: ಕೆಲ ಸಂದೇಶವನ್ನು ಮಾಡಿಕೊಂಡು ರಂಗ ಹೊಸ ಹೊಸ ಸಂಸ್ಥೆ ಅಭಿವೃದ್ಧಿ ಹೊಂದಲಿ ಎಂದು ಹಾರೈಸಿದರು. ಕಾರ್ಯಕ್ರಮದಲ್ಲಿ ಕಲಾಸ್ಫೂರ್ತಿ ಫೌಂಡೇಶನ್ ಅಧ್ಯಕ್ಷ ಹಾಗೂ ಸ್ಯಾಂಡಲ್‌ವುಡ್ ಫಿಲಂ ಇನ್ಸ್ಟಿಟ್ಯೂಟ್ ಸಂಸ್ಥಾಪಕ ಆನಂದಕುಮಾರ್, ನಿರ್ದೇಶಕ ಹನುಮಂತರಾಜು, ಕಲಾವಿದರು ಉಪಸ್ಥಿತರಿದ್ದರು. <box>482 1237 624 1291</box>
yama-label: ಯಮಗಂಡಕಾಲ <box>48 516 147 528</box>
story1-col2: ಹಸ್ತಾಂತರಿಸಿದೆ.ಇದಕ್ಕೆ ಸಂಬಂಧಿಸಿದಂತೆ 1959 ರಲ್ಲಿಯೂ ಸರ್ಕಾರ ಗೆಜೆಟ್ ಪ್ರಕಟಿಸಿದೆ.ಇಂದು ಅಮೃತಮಹಲ್ ಕಾವಲ್‌ಗಳಲ್ಲಿ ಸಾವಿರಾರು ಕುಟುಂಬಗಳು ಉಳುಮೆ ಮಾಡಿ, ತೋಟ, ತುಡಿಕೆ ಗಳನ್ನು ಮಾಡಿ ಜೀವನ ನಡೆಸುತ್ತಿದ್ದಾರೆ.ಈಗ ಏಕಾಏಕಿ ಅರಣ್ಯ ಇಲಾಖೆಯವರು 1942ರ ಗೆಜೆಟಿಯರ್ ಮುಂದಿಟ್ಟುಕೊಂಡು ಹತ್ತಾರು ವರ್ಷಗಳಿಂದ ಇದೇ ಭೂಮಿಯನ್ನು ನಂಬಿ ಜೀವನ ನಡೆಸುತ್ತಿರುವ ಬಡ ರೈತ ಕುಟುಂಬಗಳನ್ನು ಒಕ್ಕಲೆಬ್ಬಿಸಲು ಹೊರಟಿದೆ ಎಂದು ದೂರಿದರು. ಶಿರಾ ತಾಲೂಕಿನ ಮದ್ದಗಿರಿ ಅಮೃತ ಮಹಲ್ ಕಾವಲ್ ಸರ್ವೆ ನಂ 12ರಲ್ಲಿ ಸುಮಾರು 4025 ಎಕರೆ ಸರ್ಕಾರಿ ಭೂಮಿ ಇದ್ದು,ಇದರಲ್ಲಿ ಈಗಾಗಲೇ 600 ಕುಟುಂಬಗಳಿಗೆ 700 ಎಕರೆಗೂ ಹೆಚ್ಚು ಸಾಗುವಳಿ ಚೀಟಿ ನೀಡಲಾಗಿದೆ. ಉಳಿದಂತೆ 1500 ಕುಟುಂಬಗಳು ಫಾರಂ ನಂಬರ್ 50-53-57 ಅರ್ಜಿ ಸಲ್ಲಿಸಿ, ಬಾಗುವಳಿ ಸಾಗುವಳಿ ಚೀಟಿಗೆ ಕಾಯುತ್ತಿದ್ದಾರೆ. <box>426 295 578 449</box>
rashi-prediction: ಲಾಭ <box>97 673 146 685</box>
karana-value: ಇವತ್ತು ವಣಿಜ 12:36 AM ತನಕ ನಂತರ ಭದ್ರ <box>48 607 147 640</box>
